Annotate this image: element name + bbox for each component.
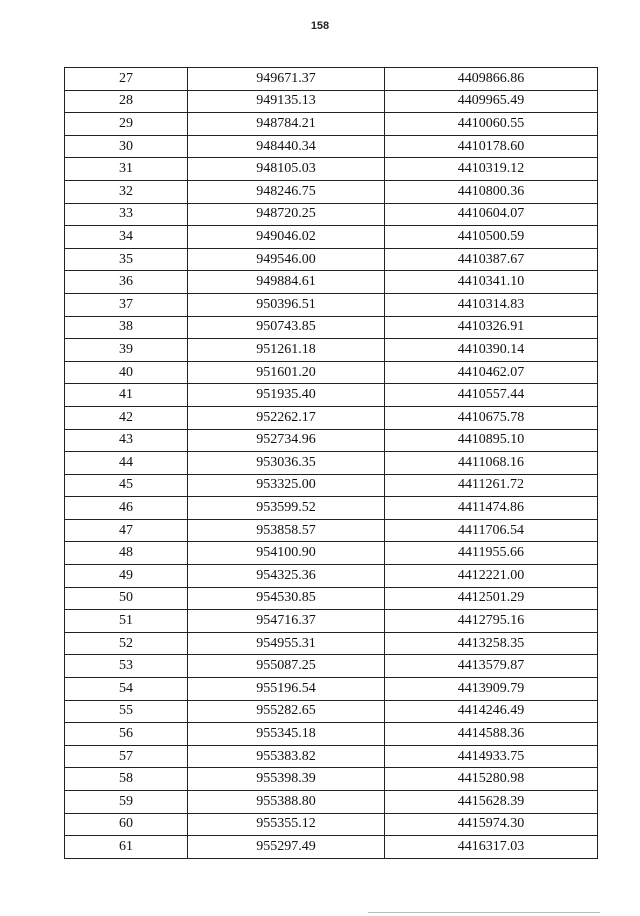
x-coordinate-cell: 950396.51	[188, 293, 385, 316]
table-row	[65, 813, 598, 836]
point-number-cell: 60	[65, 813, 188, 836]
point-number-cell: 51	[65, 610, 188, 633]
y-coordinate-cell: 4410314.83	[385, 293, 598, 316]
x-coordinate-cell: 954325.36	[188, 565, 385, 588]
point-number-cell: 53	[65, 655, 188, 678]
y-coordinate-cell: 4414933.75	[385, 745, 598, 768]
table-row	[65, 655, 598, 678]
x-coordinate-cell: 952262.17	[188, 406, 385, 429]
x-coordinate-cell: 953599.52	[188, 497, 385, 520]
y-coordinate-cell: 4410895.10	[385, 429, 598, 452]
point-number-cell: 36	[65, 271, 188, 294]
point-number-cell: 56	[65, 723, 188, 746]
point-number-cell: 46	[65, 497, 188, 520]
x-coordinate-cell: 955388.80	[188, 791, 385, 814]
table-row	[65, 768, 598, 791]
table-row	[65, 293, 598, 316]
table-row	[65, 271, 598, 294]
x-coordinate-cell: 952734.96	[188, 429, 385, 452]
y-coordinate-cell: 4410326.91	[385, 316, 598, 339]
y-coordinate-cell: 4410675.78	[385, 406, 598, 429]
x-coordinate-cell: 955398.39	[188, 768, 385, 791]
coordinates-table	[64, 67, 598, 859]
y-coordinate-cell: 4410390.14	[385, 339, 598, 362]
x-coordinate-cell: 951601.20	[188, 361, 385, 384]
point-number-cell: 54	[65, 678, 188, 701]
y-coordinate-cell: 4416317.03	[385, 836, 598, 859]
table-row	[65, 406, 598, 429]
point-number-cell: 27	[65, 68, 188, 91]
y-coordinate-cell: 4413579.87	[385, 655, 598, 678]
point-number-cell: 28	[65, 90, 188, 113]
point-number-cell: 30	[65, 135, 188, 158]
point-number-cell: 61	[65, 836, 188, 859]
point-number-cell: 34	[65, 226, 188, 249]
table-row	[65, 361, 598, 384]
y-coordinate-cell: 4410557.44	[385, 384, 598, 407]
table-row	[65, 745, 598, 768]
table-row	[65, 587, 598, 610]
page-number: 158	[310, 20, 330, 32]
table-row	[65, 519, 598, 542]
table-row	[65, 452, 598, 475]
y-coordinate-cell: 4409866.86	[385, 68, 598, 91]
x-coordinate-cell: 955297.49	[188, 836, 385, 859]
x-coordinate-cell: 955196.54	[188, 678, 385, 701]
x-coordinate-cell: 955383.82	[188, 745, 385, 768]
x-coordinate-cell: 948105.03	[188, 158, 385, 181]
x-coordinate-cell: 955282.65	[188, 700, 385, 723]
x-coordinate-cell: 955355.12	[188, 813, 385, 836]
point-number-cell: 52	[65, 632, 188, 655]
point-number-cell: 37	[65, 293, 188, 316]
point-number-cell: 44	[65, 452, 188, 475]
point-number-cell: 47	[65, 519, 188, 542]
point-number-cell: 48	[65, 542, 188, 565]
table-row	[65, 113, 598, 136]
y-coordinate-cell: 4412795.16	[385, 610, 598, 633]
y-coordinate-cell: 4412501.29	[385, 587, 598, 610]
x-coordinate-cell: 953858.57	[188, 519, 385, 542]
point-number-cell: 43	[65, 429, 188, 452]
table-row	[65, 203, 598, 226]
point-number-cell: 41	[65, 384, 188, 407]
table-row	[65, 429, 598, 452]
x-coordinate-cell: 949546.00	[188, 248, 385, 271]
table-row	[65, 723, 598, 746]
y-coordinate-cell: 4410604.07	[385, 203, 598, 226]
table-row	[65, 610, 598, 633]
table-row	[65, 158, 598, 181]
footer-rule	[368, 912, 600, 913]
x-coordinate-cell: 949046.02	[188, 226, 385, 249]
coordinates-table-body	[65, 68, 598, 859]
table-row	[65, 836, 598, 859]
y-coordinate-cell: 4410178.60	[385, 135, 598, 158]
y-coordinate-cell: 4413909.79	[385, 678, 598, 701]
y-coordinate-cell: 4415974.30	[385, 813, 598, 836]
table-row	[65, 678, 598, 701]
point-number-cell: 38	[65, 316, 188, 339]
point-number-cell: 40	[65, 361, 188, 384]
table-row	[65, 248, 598, 271]
table-row	[65, 316, 598, 339]
point-number-cell: 50	[65, 587, 188, 610]
x-coordinate-cell: 949671.37	[188, 68, 385, 91]
point-number-cell: 39	[65, 339, 188, 362]
x-coordinate-cell: 953036.35	[188, 452, 385, 475]
x-coordinate-cell: 948246.75	[188, 180, 385, 203]
y-coordinate-cell: 4413258.35	[385, 632, 598, 655]
y-coordinate-cell: 4410462.07	[385, 361, 598, 384]
y-coordinate-cell: 4415280.98	[385, 768, 598, 791]
x-coordinate-cell: 955345.18	[188, 723, 385, 746]
y-coordinate-cell: 4410500.59	[385, 226, 598, 249]
y-coordinate-cell: 4411706.54	[385, 519, 598, 542]
y-coordinate-cell: 4414246.49	[385, 700, 598, 723]
y-coordinate-cell: 4414588.36	[385, 723, 598, 746]
table-row	[65, 384, 598, 407]
point-number-cell: 55	[65, 700, 188, 723]
table-row	[65, 135, 598, 158]
table-row	[65, 700, 598, 723]
y-coordinate-cell: 4415628.39	[385, 791, 598, 814]
y-coordinate-cell: 4411261.72	[385, 474, 598, 497]
x-coordinate-cell: 951261.18	[188, 339, 385, 362]
x-coordinate-cell: 948784.21	[188, 113, 385, 136]
y-coordinate-cell: 4411068.16	[385, 452, 598, 475]
x-coordinate-cell: 955087.25	[188, 655, 385, 678]
point-number-cell: 29	[65, 113, 188, 136]
point-number-cell: 31	[65, 158, 188, 181]
point-number-cell: 57	[65, 745, 188, 768]
point-number-cell: 33	[65, 203, 188, 226]
x-coordinate-cell: 950743.85	[188, 316, 385, 339]
table-row	[65, 180, 598, 203]
y-coordinate-cell: 4410341.10	[385, 271, 598, 294]
x-coordinate-cell: 954716.37	[188, 610, 385, 633]
y-coordinate-cell: 4410319.12	[385, 158, 598, 181]
point-number-cell: 42	[65, 406, 188, 429]
x-coordinate-cell: 954955.31	[188, 632, 385, 655]
table-row	[65, 542, 598, 565]
table-row	[65, 497, 598, 520]
point-number-cell: 32	[65, 180, 188, 203]
x-coordinate-cell: 954530.85	[188, 587, 385, 610]
x-coordinate-cell: 949884.61	[188, 271, 385, 294]
point-number-cell: 35	[65, 248, 188, 271]
table-row	[65, 791, 598, 814]
x-coordinate-cell: 948720.25	[188, 203, 385, 226]
table-row	[65, 90, 598, 113]
table-row	[65, 474, 598, 497]
point-number-cell: 45	[65, 474, 188, 497]
x-coordinate-cell: 954100.90	[188, 542, 385, 565]
y-coordinate-cell: 4410800.36	[385, 180, 598, 203]
table-row	[65, 339, 598, 362]
y-coordinate-cell: 4409965.49	[385, 90, 598, 113]
x-coordinate-cell: 953325.00	[188, 474, 385, 497]
x-coordinate-cell: 948440.34	[188, 135, 385, 158]
table-row	[65, 68, 598, 91]
y-coordinate-cell: 4411955.66	[385, 542, 598, 565]
point-number-cell: 49	[65, 565, 188, 588]
x-coordinate-cell: 949135.13	[188, 90, 385, 113]
y-coordinate-cell: 4411474.86	[385, 497, 598, 520]
y-coordinate-cell: 4412221.00	[385, 565, 598, 588]
table-row	[65, 226, 598, 249]
table-row	[65, 632, 598, 655]
point-number-cell: 58	[65, 768, 188, 791]
point-number-cell: 59	[65, 791, 188, 814]
y-coordinate-cell: 4410387.67	[385, 248, 598, 271]
y-coordinate-cell: 4410060.55	[385, 113, 598, 136]
table-row	[65, 565, 598, 588]
x-coordinate-cell: 951935.40	[188, 384, 385, 407]
